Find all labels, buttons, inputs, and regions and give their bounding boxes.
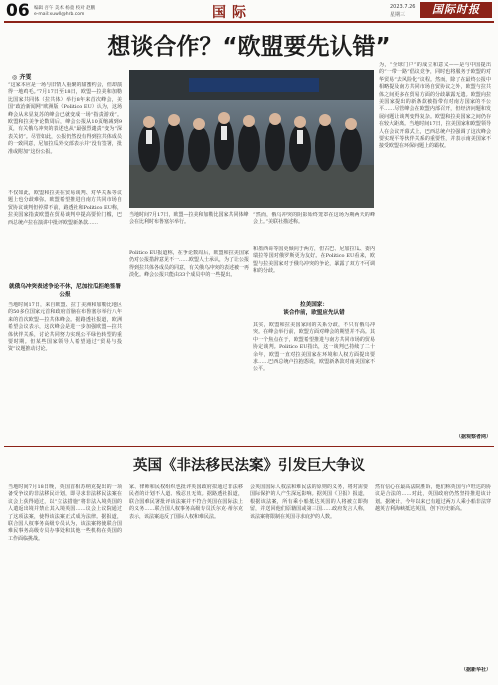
section-title: 国际 xyxy=(212,5,252,21)
article-divider xyxy=(4,446,494,447)
article-column-2-top: “然而，俄乌冲突的阴影始终笼罩在这场为期两天的峰会上。”美联社描述称。 xyxy=(253,212,375,226)
summit-photo xyxy=(129,70,374,208)
subheading-2: 拉美国家： 谈合作前，欧盟应先认错 xyxy=(283,302,345,316)
article-column-1-middle: 不仅如此，欧盟和拉美在贸易谈判、对华关系等议题上也分歧难弥。欧盟希望推进自南方共同市场自贸协议谈判但停滞不前，路透社和Politico EU称，拉美国家指责欧盟在贸易谈判中提高要价门槛，巴西总统卢拉在演讲中批评欧盟新条款…… xyxy=(8,190,122,226)
article-byline: ◎ 齐雯 xyxy=(12,74,32,81)
editor-credits: 编辑 吾午 美术 杨童 校对 赵鹏 xyxy=(34,6,96,11)
photo-illustration xyxy=(129,70,374,208)
article2-column-2: 家、律师和民权组织也批评英国政府拟通过非法移民者的计划不人道、残忍且无效。据路透社报道，联合国难民署批评该法案并不符合英国在国际法上的义务……联合国人权事务高级专员沃尔克·蒂尔克表示，该法案违反了国际人权和难民法。 xyxy=(129,484,243,520)
newspaper-logo: 国际时报 xyxy=(420,2,492,18)
article2-column-3: 会英国国际人权法和难民法的原则的义务，将对需要国际保护的人产生深远影响。据英国《卫报》报道，根据该法案，所有乘小船抵达英国的人将被立即拘留，并送回他们原籍国或第三国……政府发言人称，该法案将限制在英国寻求庇护的人数。 xyxy=(250,484,368,520)
article-column-4: 为，“全球门户”的成立和意义——是与中国提出的“一带一路”倡议竞争，同时也将服务于欧盟的对华贸易“去风险化”议程。然而，除了在最终公报中相略提及南方共同市场自贸协议之外，欧盟与拉共体之间更多在贸易方面的分歧暴露无遗。欧盟向拉美国家提出的新条款被指带有对南方国家的不公平……尽管峰会在欧盟内部召开，但经济问题和发展问题让谈判变得复杂。欧盟和拉美国家之间仍存在较大距离。当地时间17日，拉美国家和欧盟领导人在会议开幕式上，巴西总统卢拉强调了这次峰会要实现平等伙伴关系的重要性，并表示南美国家不接受欧盟在环保问题上的霸权。 xyxy=(379,62,491,150)
article-column-1-top: “这家本应是一场与旧情人重聚的甜蜜约会，但却演得一地鸡毛。”7月17日至18日，欧盟—拉美和加勒比国家共同体（拉共体）举行8年来首次峰会，美国“政治新闻网”欧洲版（Politico EU）认为，这场峰会从未显复苏的峰会已就变成一场“指责游戏”。欧盟和拉美争论数周后，峰会公报从10页缩减到9页，有关俄乌冲突的表述也从“最强烈谴责”变为“深表关切”。尽管如此，公报仍然没有得到拉共体成员的一致同意，尼加拉瓜外交部表示并“没有签署，批准或附加”这份公报。 xyxy=(8,82,122,155)
article-headline: 想谈合作？“欧盟要先认错” xyxy=(107,34,391,60)
page-number: 06 xyxy=(6,1,30,21)
issue-date: 2023.7.26 xyxy=(390,4,416,10)
article2-source: （据新华社） xyxy=(460,667,491,673)
article2-headline: 英国《非法移民法案》引发巨大争议 xyxy=(133,458,365,474)
editor-email: e-mail:xuwll@hrb.com xyxy=(34,12,85,17)
article2-column-4: 然有信心在最高法院胜诉，他们称英国与卢旺达的协议是合法的……对此，英国政府仍然坚持推进该计划。据统计，今年以来已有超过两万人乘小船非法穿越英吉利海峡抵达英国，创下历史新高。 xyxy=(375,484,491,513)
photo-caption: 当地时间7月17日，欧盟—拉美和加勒比国家共同体峰会在比利时布鲁塞尔举行。 xyxy=(129,212,249,226)
header-rule xyxy=(4,21,494,23)
article2-column-1: 当地时间7月18日晚，英国首相苏纳克提出的一项备受争议的非法移民计划，即寻求非法移民法案在议会上获得通过，以“立法措施”将非法入境英国的人遣返出境并禁止其入境英国……议会上议院通过了这项法案，使得该法案正式成为法律。据报道，联合国人权事务高级专员认为，该法案将使联合国难民事务高级专员办事处和其他一些机构在英国的工作面临挑战。 xyxy=(8,484,122,542)
article-column-3: 其实，欧盟和拉美国家间的关系分歧，不只有俄乌冲突。在峰会举行前，欧盟方面对峰会的期望并不高。其中一个焦点在于，欧盟希望推进与南方共同市场的贸易协定谈判。Politico EU指出，这一谈判已持续了二十余年，欧盟一直对拉美国家在环境和人权方面提出要求……巴西总统卢拉抱怨说，欧盟新条款对南美国家不公平。 xyxy=(253,322,375,373)
article-source: （据观察者网） xyxy=(455,434,491,440)
subheading: 就俄乌冲突表述争论不休，尼加拉瓜拒绝签署公报 xyxy=(9,284,121,298)
article-column-2: Politico EU报道称，在争论数周后，欧盟和拉美国家仍对公报措辞意见不一……欧盟人士承认，为了让公报得到拉共体各成员的同意，有关俄乌冲突的表述被一再淡化。峰会公报只能由33个成员中的一些提出。 xyxy=(129,250,249,279)
article-column-1-bottom: 当地时间17日，来自欧盟、拉丁美洲和加勒比地区的50多位国家元首和政府首脑在布鲁塞尔举行八年来的首次欧盟—拉共体峰会。据路透社报道，欧洲希望会议表示，这次峰会是进一步加强欧盟—拉共体伙伴关系，讨论共同努力实现公平绿色转型的重要时期。但某些国家领导人希望通过“贸易与投资”议题推动讨论。 xyxy=(8,302,122,353)
issue-weekday: 星期三 xyxy=(390,12,406,18)
page-header xyxy=(0,0,498,22)
article-column-3-top: 和墨西哥等国更倾向于两方，但古巴、尼加拉瓜、委内瑞拉等国对俄罗斯更为友好。在Politico EU看来，欧盟与拉美国家对于俄乌冲突的争论，暴露了双方不可调和的分歧。 xyxy=(253,246,375,275)
